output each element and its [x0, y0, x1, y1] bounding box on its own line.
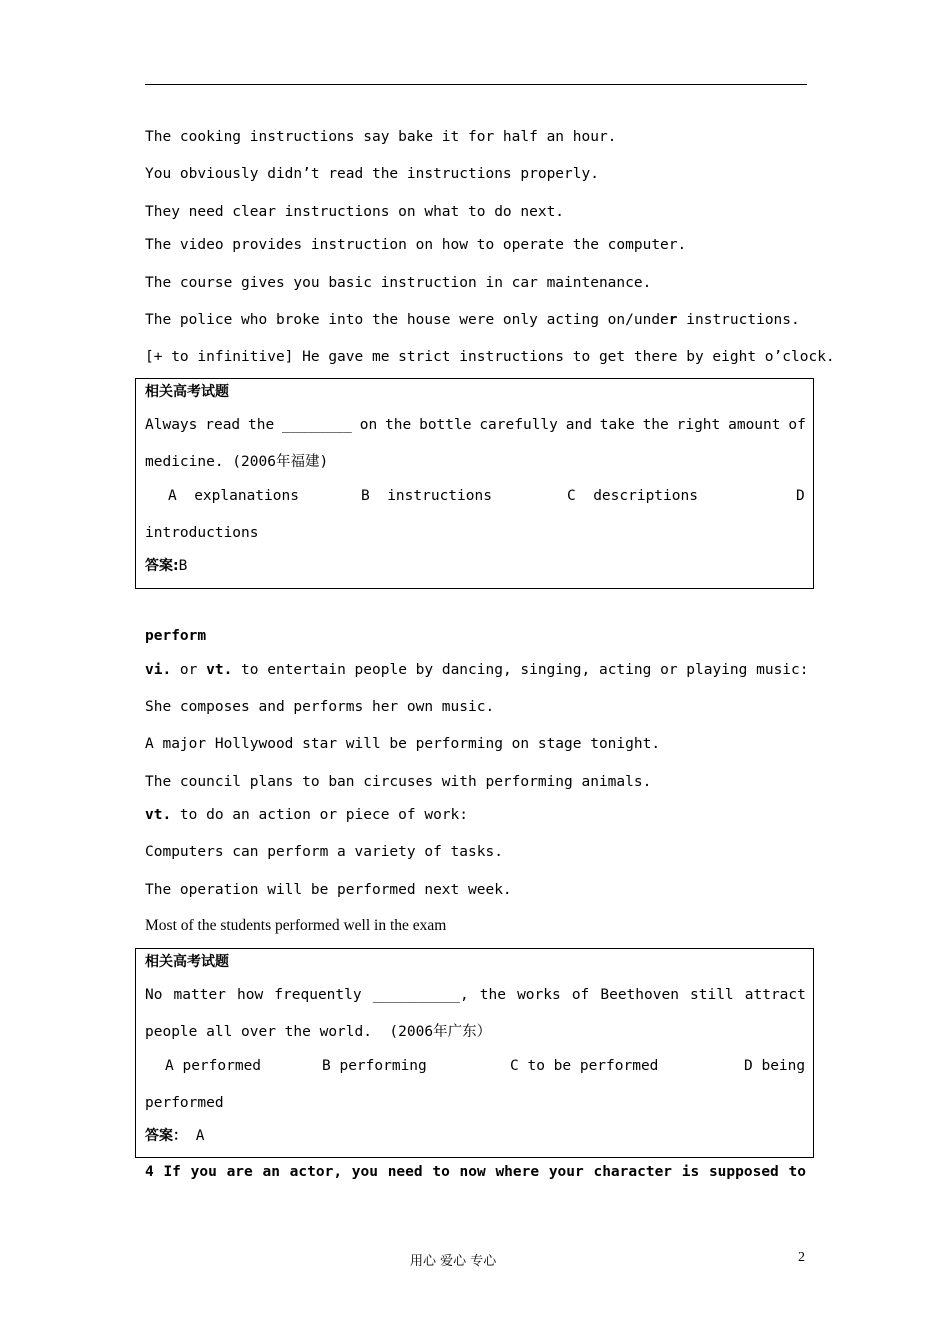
pos-vi: vi.	[145, 662, 172, 678]
word: is	[681, 1164, 700, 1180]
example-sentence: They need clear instructions on what to do next.	[145, 204, 565, 220]
box2-heading: 相关高考试题	[145, 954, 229, 970]
word: Always	[145, 417, 198, 433]
word: you	[351, 1164, 378, 1180]
word: your	[548, 1164, 584, 1180]
example-sentence: Computers can perform a variety of tasks.	[145, 844, 503, 860]
definition-text: to entertain people by dancing, singing, acting or playing music:	[232, 662, 809, 678]
option-a: A explanations	[168, 488, 299, 504]
word: on	[359, 417, 378, 433]
box2-question-line2: people all over the world. (2006年广东）	[145, 1024, 492, 1040]
box2-question-line1	[145, 986, 806, 1004]
word: If	[163, 1164, 181, 1180]
definition-1	[145, 661, 809, 679]
header-rule	[145, 84, 807, 85]
word: matter	[173, 987, 226, 1003]
option-c: C descriptions	[567, 488, 698, 504]
example-sentence: The cooking instructions say bake it for half an hour.	[145, 129, 617, 145]
word: where	[495, 1164, 540, 1180]
box2-answer	[145, 1127, 204, 1145]
blank: __________,	[372, 987, 469, 1003]
answer-label: 答案：	[145, 1128, 187, 1144]
police-text-before: The police who broke into the house were only acting on/unde	[145, 312, 669, 328]
box1-question-line2: medicine. (2006年福建)	[145, 454, 329, 470]
word: an	[262, 1164, 280, 1180]
word: supposed	[708, 1164, 779, 1180]
example-sentence: A major Hollywood star will be performing on stage tonight.	[145, 736, 661, 752]
word: works	[517, 987, 561, 1003]
word: are	[226, 1164, 253, 1180]
blank: ________	[282, 417, 352, 433]
example-sentence: The video provides instruction on how to operate the computer.	[145, 237, 687, 253]
word: attract	[744, 987, 806, 1003]
word: amount	[728, 417, 781, 433]
example-sentence: The operation will be performed next week.	[145, 882, 512, 898]
option-b: B instructions	[361, 488, 492, 504]
word: of	[788, 417, 806, 433]
headword-perform: perform	[145, 628, 207, 644]
pos-vt: vt.	[145, 807, 172, 823]
option-b: B performing	[322, 1058, 427, 1074]
page-number: 2	[798, 1250, 805, 1265]
definition-text: to do an action or piece of work:	[171, 807, 469, 823]
police-text-after: instructions.	[677, 312, 800, 328]
answer-value: B	[178, 558, 188, 574]
word: No	[145, 987, 163, 1003]
page-footer: 用心 爱心 专心	[410, 1254, 497, 1269]
police-bold-char: r	[668, 312, 678, 328]
example-sentence: The council plans to ban circuses with performing animals.	[145, 774, 652, 790]
example-sentence-police	[145, 311, 800, 329]
option-d: D	[796, 488, 805, 504]
word: carefully	[479, 417, 558, 433]
word: character	[593, 1164, 673, 1180]
word: take	[599, 417, 635, 433]
pos-vt: vt.	[206, 662, 233, 678]
word: Beethoven	[600, 987, 679, 1003]
definition-2	[145, 806, 468, 824]
word: the	[248, 417, 275, 433]
box1-question-line1	[145, 416, 806, 434]
example-sentence: She composes and performs her own music.	[145, 699, 495, 715]
example-sentence-infinitive: [+ to infinitive] He gave me strict instructions to get there by eight o’clock.	[145, 349, 835, 365]
word: to	[432, 1164, 450, 1180]
word: read	[205, 417, 241, 433]
example-sentence: The course gives you basic instruction in car maintenance.	[145, 275, 652, 291]
example-sentence: You obviously didn’t read the instructions properly.	[145, 166, 599, 182]
box1-answer	[145, 557, 187, 575]
box1-heading: 相关高考试题	[145, 384, 229, 400]
answer-label: 答案:	[145, 558, 179, 574]
word: the	[642, 417, 669, 433]
word: to	[788, 1164, 806, 1180]
word: now	[459, 1164, 486, 1180]
word: 4	[145, 1164, 154, 1180]
box2-option-wrap: performed	[145, 1095, 224, 1111]
word: and	[565, 417, 592, 433]
word: the	[385, 417, 412, 433]
box2-options	[145, 1057, 806, 1165]
word: of	[571, 987, 590, 1003]
example-sentence: Most of the students performed well in the exam	[145, 917, 447, 934]
option-c: C to be performed	[510, 1058, 659, 1074]
pos-or: or	[171, 662, 207, 678]
word: right	[676, 417, 721, 433]
word: actor,	[289, 1164, 343, 1180]
option-d: D being	[744, 1058, 806, 1074]
word: bottle	[419, 417, 472, 433]
word: the	[479, 987, 506, 1003]
word: still	[690, 987, 734, 1003]
answer-value: A	[187, 1128, 205, 1144]
word: you	[190, 1164, 217, 1180]
word: how	[237, 987, 264, 1003]
option-a: A performed	[165, 1058, 262, 1074]
word: need	[387, 1164, 423, 1180]
word: frequently	[274, 987, 362, 1003]
box1-option-wrap: introductions	[145, 525, 259, 541]
item-4-line	[145, 1163, 806, 1181]
